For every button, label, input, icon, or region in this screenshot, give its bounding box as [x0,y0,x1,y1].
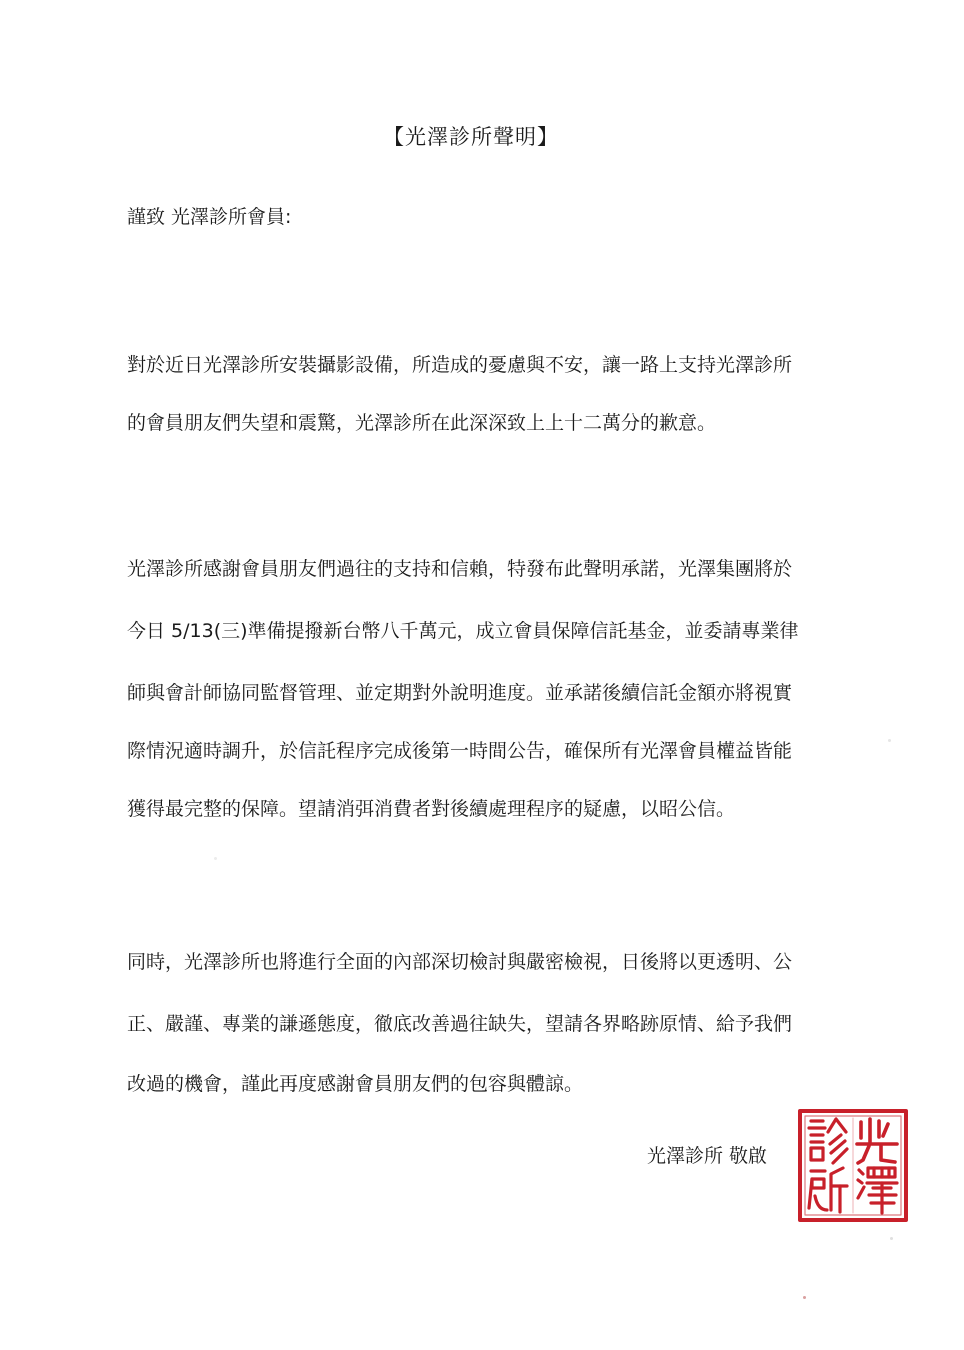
paragraph-line: 對於近日光澤診所安裝攝影設備，所造成的憂慮與不安，讓一路上支持光澤診所 [127,354,793,376]
paragraph-line: 光澤診所感謝會員朋友們過往的支持和信賴，特發布此聲明承諾，光澤集團將於 [127,558,793,580]
paragraph-line: 的會員朋友們失望和震驚，光澤診所在此深深致上上十二萬分的歉意。 [127,412,717,434]
paragraph-line: 今日 5/13(三)準備提撥新台幣八千萬元，成立會員保障信託基金，並委請專業律 [127,620,799,642]
scan-speck [214,857,217,860]
clinic-seal-stamp [797,1108,909,1223]
salutation: 謹致 光澤診所會員: [127,206,292,228]
paragraph-line: 獲得最完整的保障。望請消弭消費者對後續處理程序的疑慮，以昭公信。 [127,798,736,820]
scan-speck [888,739,891,742]
signature: 光澤診所 敬啟 [647,1145,768,1167]
scan-speck [803,1296,806,1299]
paragraph-line: 際情況適時調升，於信託程序完成後第一時間公告，確保所有光澤會員權益皆能 [127,740,793,762]
scan-speck [890,1237,893,1240]
paragraph-line: 師與會計師協同監督管理、並定期對外說明進度。並承諾後續信託金額亦將視實 [127,682,793,704]
paragraph-line: 同時，光澤診所也將進行全面的內部深切檢討與嚴密檢視，日後將以更透明、公 [127,951,793,973]
paragraph-line: 正、嚴謹、專業的謙遜態度，徹底改善過往缺失，望請各界略跡原情、給予我們 [127,1013,793,1035]
document-title: 【光澤診所聲明】 [383,125,559,149]
paragraph-line: 改過的機會，謹此再度感謝會員朋友們的包容與體諒。 [127,1073,584,1095]
